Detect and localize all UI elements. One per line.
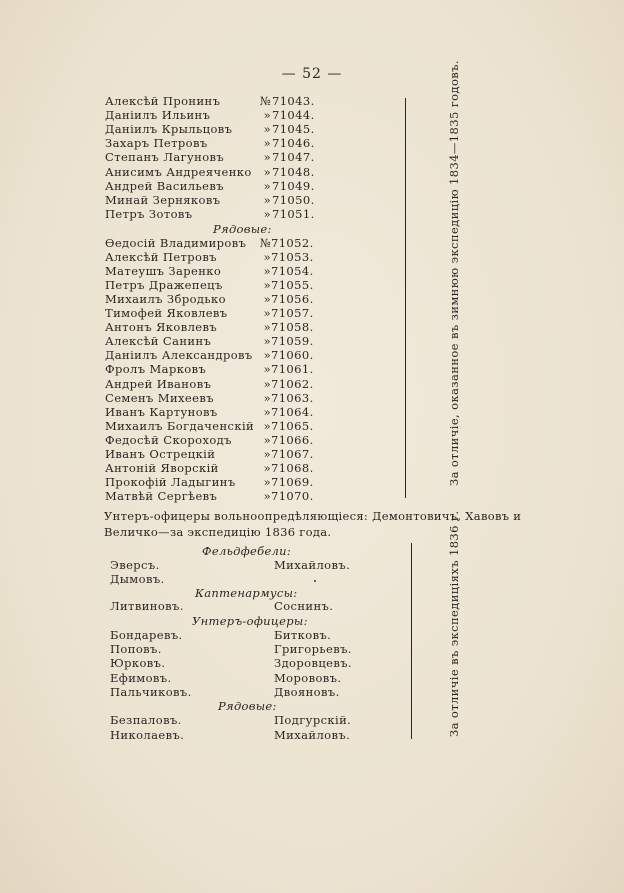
number-mark: » [263,376,271,391]
roster-entry: Дымовъ. [110,572,165,586]
roster-entry: Подгурскій. [274,713,352,727]
roster-row [105,94,325,108]
roster-row [105,405,325,419]
soldier-name: Матеушъ Заренко [105,264,222,279]
roster-entry: Литвиновъ. [110,599,184,613]
number-mark: » [263,164,271,179]
number-mark: » [263,474,271,489]
soldier-name: Иванъ Острецкій [105,446,216,461]
soldier-name: Михаилъ Збродько [105,292,226,307]
soldier-name: Даніилъ Ильинъ [105,108,211,123]
service-number: 71060. [271,348,314,363]
number-mark: » [263,320,271,335]
service-number: 71069. [271,474,314,489]
roster-row [105,136,325,150]
roster-row [105,264,325,278]
soldier-name: Алексѣй Петровъ [105,250,217,265]
service-number: 71066. [271,432,314,447]
soldier-name: Прокофій Ладыгинъ [105,474,236,489]
service-number: 71070. [271,488,314,503]
bracket-line-1 [405,98,406,498]
soldier-name: Антоній Яворскій [105,460,219,475]
soldier-name: Петръ Дражепецъ [105,278,223,293]
number-mark: » [263,150,271,165]
number-mark: » [263,292,271,307]
soldier-name: Семенъ Михеевъ [105,390,214,405]
captains-heading: Каптенармусы: [195,586,298,600]
soldier-name: Тимофей Яковлевъ [105,306,228,321]
roster-row [105,348,325,362]
service-number: 71048. [272,164,315,179]
roster-entry: Пальчиковъ. [110,684,192,699]
roster-entry: Михайловъ. [274,558,351,572]
service-number: 71045. [272,122,315,137]
roster-row [105,250,325,264]
soldier-name: Степанъ Лагуновъ [105,150,225,165]
soldier-name: Антонъ Яковлевъ [105,320,218,335]
service-number: 71059. [271,334,314,349]
roster-row [105,447,325,461]
number-mark: » [263,136,271,151]
roster-entry: Битковъ. [274,628,332,642]
number-mark: » [263,206,271,221]
roster-row [105,320,325,334]
number-mark: » [263,418,271,433]
roster-row [105,165,325,179]
roster-row [105,236,325,250]
privates-heading: Рядовые: [213,222,272,236]
roster-row [105,419,325,433]
service-number: 71061. [271,362,314,377]
roster-row [105,391,325,405]
volunteer-paragraph-text: Унтеръ-офицеры вольноопредѣляющіеся: Демонтовичъ, Хавовъ и Величко—за экспедицію 1836 года. [104,509,522,539]
soldier-name: Ѳедосій Владимировъ [105,236,247,250]
number-mark: № [259,236,271,250]
service-number: 71057. [271,306,314,321]
service-number: 71044. [272,108,315,123]
service-number: 71046. [272,136,315,151]
soldier-name: Андрей Ивановъ [105,376,212,391]
service-number: 71068. [271,460,314,475]
soldier-name: Минай Зерняковъ [105,192,221,207]
number-mark: » [263,122,271,137]
roster-row [105,306,325,320]
bracket-line-2 [411,543,412,739]
soldier-name: Петръ Зотовъ [105,206,193,221]
roster-entry: Безпаловъ. [110,713,182,727]
side-note-2: За отличіе въ экспедиціяхъ 1836 г. [447,510,461,737]
roster-entry: Соснинъ. [274,599,334,613]
side-note-1: За отличіе, оказанное въ зимнюю экспедицію 1834—1835 годовъ. [447,60,461,486]
soldier-name: Анисимъ Андреяченко [105,164,252,179]
soldier-name: Федосѣй Скороходъ [105,432,232,447]
roster-row [105,122,325,136]
roster-entry: Ефимовъ. [110,670,172,685]
roster-entry: Морововъ. [274,670,342,685]
number-mark: » [263,250,271,265]
roster-entry: Здоровцевъ. [274,656,352,671]
number-mark: » [263,334,271,349]
number-mark: » [263,108,271,123]
roster-row [105,108,325,122]
roster-row [105,377,325,391]
roster-entry: Григорьевъ. [274,642,352,657]
soldier-name: Даніилъ Крыльцовъ [105,122,233,137]
soldier-name: Даніилъ Александровъ [105,348,253,363]
roster-entry: Юрковъ. [110,656,166,671]
service-number: 71043. [272,94,315,108]
service-number: 71065. [271,418,314,433]
number-mark: » [263,348,271,363]
number-mark: » [263,488,271,503]
sergeants-heading: Фельдфебели: [202,544,292,558]
page-number: — 52 — [281,66,343,82]
service-number: 71053. [271,250,314,265]
soldier-name: Алексѣй Санинъ [105,334,212,349]
service-number: 71067. [271,446,314,461]
soldier-name: Алексѣй Пронинъ [105,94,221,108]
service-number: 71047. [272,150,315,165]
roster-row [105,193,325,207]
roster-entry: Бондаревъ. [110,628,183,642]
roster-row [105,461,325,475]
soldier-name: Фролъ Марковъ [105,362,207,377]
roster-row [105,489,325,503]
number-mark: » [263,432,271,447]
number-mark: № [259,94,271,108]
service-number: 71050. [272,192,315,207]
roster-row [105,334,325,348]
number-mark: » [263,264,271,279]
service-number: 71063. [271,390,314,405]
roster-row [105,207,325,221]
soldier-name: Захаръ Петровъ [105,136,208,151]
roster-row [105,150,325,164]
ink-dot [314,580,316,582]
service-number: 71058. [271,320,314,335]
service-number: 71054. [271,264,314,279]
roster-entry: Двояновъ. [274,684,340,699]
number-mark: » [263,178,271,193]
service-number: 71062. [271,376,314,391]
roster-row [105,362,325,376]
soldier-name: Михаилъ Богдаченскій [105,418,255,433]
number-mark: » [263,460,271,475]
number-mark: » [263,306,271,321]
number-mark: » [263,362,271,377]
privates2-heading: Рядовые: [218,699,277,713]
service-number: 71064. [271,404,314,419]
number-mark: » [263,192,271,207]
roster-entry: Михайловъ. [274,728,351,742]
roster-row [105,278,325,292]
number-mark: » [263,278,271,293]
roster-row [105,433,325,447]
roster-entry: Поповъ. [110,642,162,657]
soldier-name: Матвѣй Сергѣевъ [105,488,218,503]
roster-row [105,179,325,193]
number-mark: » [263,404,271,419]
volunteer-paragraph [104,508,574,540]
roster-entry: Николаевъ. [110,728,185,742]
roster-row [105,292,325,306]
roster-entry: Эверсъ. [110,558,160,572]
service-number: 71049. [272,178,315,193]
service-number: 71051. [272,206,315,221]
roster-row [105,475,325,489]
soldier-name: Иванъ Картуновъ [105,404,218,419]
number-mark: » [263,446,271,461]
service-number: 71056. [271,292,314,307]
nco-heading: Унтеръ-офицеры: [192,614,308,628]
number-mark: » [263,390,271,405]
service-number: 71055. [271,278,314,293]
service-number: 71052. [271,236,314,250]
soldier-name: Андрей Васильевъ [105,178,224,193]
